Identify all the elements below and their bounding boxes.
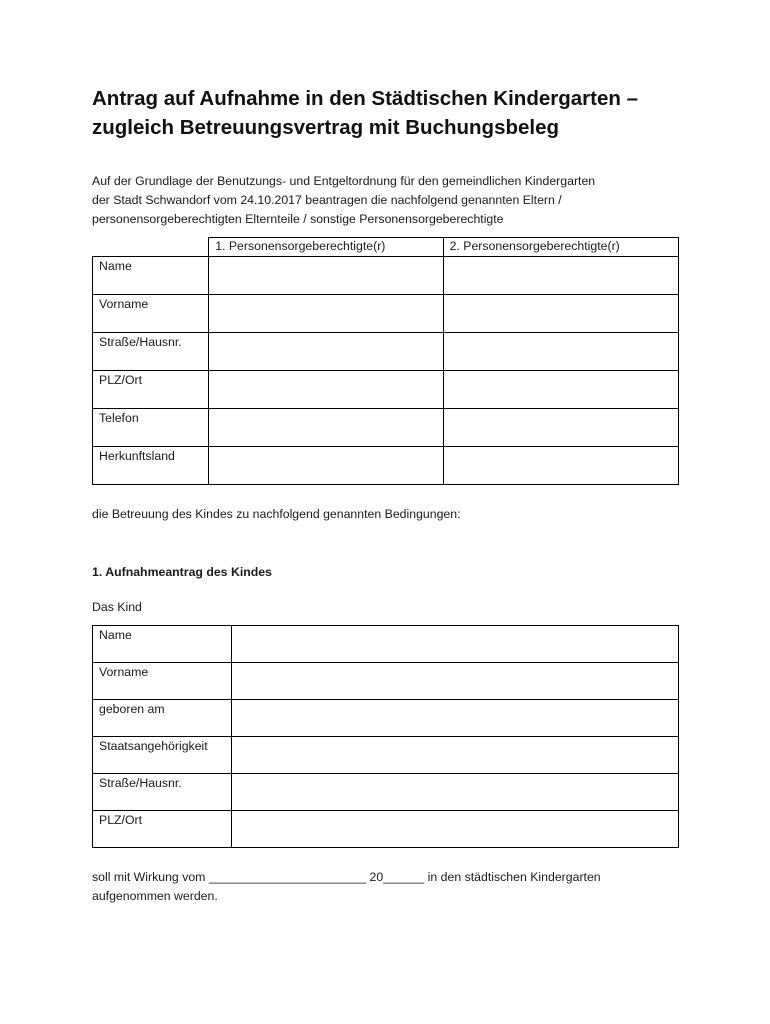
child-label: Das Kind <box>92 600 142 614</box>
parent-2-telefon-field[interactable] <box>443 409 678 447</box>
intro-line-1: Auf der Grundlage der Benutzungs- und Entgeltordnung für den gemeindlichen Kindergarten <box>92 174 596 188</box>
parent-2-name-field[interactable] <box>443 257 678 295</box>
child-strasse-field[interactable] <box>232 774 679 811</box>
row-label-herkunftsland: Herkunftsland <box>93 447 209 485</box>
parent-2-header: 2. Personensorgeberechtigte(r) <box>443 238 678 257</box>
row-label-name: Name <box>93 257 209 295</box>
intro-line-3: personensorgeberechtigten Elternteile / sonstige Personensorgeberechtigte <box>92 212 504 226</box>
parent-1-name-field[interactable] <box>209 257 443 295</box>
table-row <box>93 295 679 333</box>
row-label-plz-ort: PLZ/Ort <box>93 371 209 409</box>
parent-2-strasse-field[interactable] <box>443 333 678 371</box>
parent-2-plz-ort-field[interactable] <box>443 371 678 409</box>
parent-2-herkunftsland-field[interactable] <box>443 447 678 485</box>
child-row-label-staatsangehoerigkeit: Staatsangehörigkeit <box>93 737 232 774</box>
child-row-label-strasse: Straße/Hausnr. <box>93 774 232 811</box>
parent-1-herkunftsland-field[interactable] <box>209 447 443 485</box>
document-page <box>92 84 682 906</box>
table-row <box>93 371 679 409</box>
parent-1-vorname-field[interactable] <box>209 295 443 333</box>
child-geboren-field[interactable] <box>232 700 679 737</box>
empty-header-cell <box>93 238 209 257</box>
title-line-2: zugleich Betreuungsvertrag mit Buchungsbeleg <box>92 116 560 139</box>
child-row-label-plz-ort: PLZ/Ort <box>93 811 232 848</box>
child-table <box>92 625 679 848</box>
table-row <box>93 447 679 485</box>
parent-1-telefon-field[interactable] <box>209 409 443 447</box>
parent-1-plz-ort-field[interactable] <box>209 371 443 409</box>
table-row <box>93 626 679 663</box>
closing-paragraph <box>92 868 682 906</box>
conditions-sentence: die Betreuung des Kindes zu nachfolgend genannten Bedingungen: <box>92 507 461 521</box>
child-row-label-name: Name <box>93 626 232 663</box>
table-row <box>93 333 679 371</box>
child-vorname-field[interactable] <box>232 663 679 700</box>
table-row <box>93 811 679 848</box>
parents-header-row <box>93 238 679 257</box>
table-row <box>93 409 679 447</box>
table-row <box>93 737 679 774</box>
closing-line-1: soll mit Wirkung vom _______________________ 20______ in den städtischen Kindergarten <box>92 870 601 884</box>
child-name-field[interactable] <box>232 626 679 663</box>
intro-paragraph <box>92 172 682 229</box>
child-staatsangehoerigkeit-field[interactable] <box>232 737 679 774</box>
closing-line-2: aufgenommen werden. <box>92 889 218 903</box>
row-label-vorname: Vorname <box>93 295 209 333</box>
document-title <box>92 84 682 142</box>
parent-1-header: 1. Personensorgeberechtigte(r) <box>209 238 443 257</box>
child-plz-ort-field[interactable] <box>232 811 679 848</box>
table-row <box>93 774 679 811</box>
row-label-strasse: Straße/Hausnr. <box>93 333 209 371</box>
title-line-1: Antrag auf Aufnahme in den Städtischen Kindergarten – <box>92 87 638 110</box>
parent-1-strasse-field[interactable] <box>209 333 443 371</box>
row-label-telefon: Telefon <box>93 409 209 447</box>
table-row <box>93 700 679 737</box>
table-row <box>93 663 679 700</box>
parent-2-vorname-field[interactable] <box>443 295 678 333</box>
child-row-label-geboren: geboren am <box>93 700 232 737</box>
intro-line-2: der Stadt Schwandorf vom 24.10.2017 beantragen die nachfolgend genannten Eltern / <box>92 193 562 207</box>
parents-table <box>92 237 679 485</box>
section-1-heading: 1. Aufnahmeantrag des Kindes <box>92 565 272 579</box>
table-row <box>93 257 679 295</box>
child-row-label-vorname: Vorname <box>93 663 232 700</box>
